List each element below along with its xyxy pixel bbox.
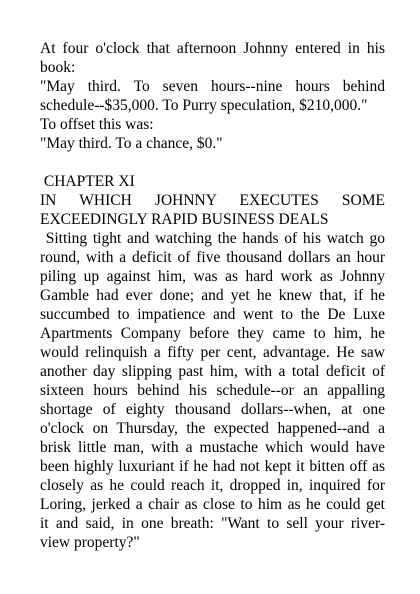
body-line: it and said, in one breath: "Want to sell your river-	[40, 515, 385, 532]
body-line: shortage of eighty thousand dollars--when, at one	[40, 401, 385, 418]
log-line: schedule--$35,000. To Purry speculation, $210,000."	[40, 97, 368, 114]
body-line: view property?"	[40, 534, 140, 551]
body-line: Loring, jerked a chair as close to him as he could get	[40, 496, 385, 513]
body-line: brisk little man, with a mustache which would have	[40, 439, 385, 456]
body-line: Gamble had ever done; and yet he knew that, if he	[40, 287, 385, 304]
log-line: At four o'clock that afternoon Johnny entered in his	[40, 40, 385, 57]
body-line: piling up against him, was as hard work as Johnny	[40, 268, 385, 285]
body-line: Sitting tight and watching the hands of his watch go	[40, 230, 385, 247]
body-line: o'clock on Thursday, the expected happened--and a	[40, 420, 385, 437]
body-line: sixteen hours behind his schedule--or an appalling	[40, 382, 385, 399]
log-line: "May third. To a chance, $0."	[40, 135, 223, 152]
body-line: Apartments Company before they came to him, he	[40, 325, 385, 342]
body-line: would relinquish a fifty per cent, advantage. He saw	[40, 344, 385, 361]
body-line: succumbed to impatience and went to the De Luxe	[40, 306, 385, 323]
body-line: been highly luxuriant if he had not kept it bitten off as	[40, 458, 385, 475]
log-line: book:	[40, 59, 76, 76]
log-line: "May third. To seven hours--nine hours behind	[40, 78, 385, 95]
chapter-number: CHAPTER XI	[40, 173, 135, 190]
log-line: To offset this was:	[40, 116, 154, 133]
paragraph-gap	[40, 153, 385, 172]
body-line: round, with a deficit of five thousand dollars an hour	[40, 249, 385, 266]
chapter-title-line: EXCEEDINGLY RAPID BUSINESS DEALS	[40, 211, 329, 228]
body-line: another day slipping past him, with a total deficit of	[40, 363, 385, 380]
chapter-title-line: IN WHICH JOHNNY EXECUTES SOME	[40, 192, 385, 209]
book-page	[40, 39, 385, 552]
body-line: closely as he could reach it, dropped in, inquired for	[40, 477, 385, 494]
